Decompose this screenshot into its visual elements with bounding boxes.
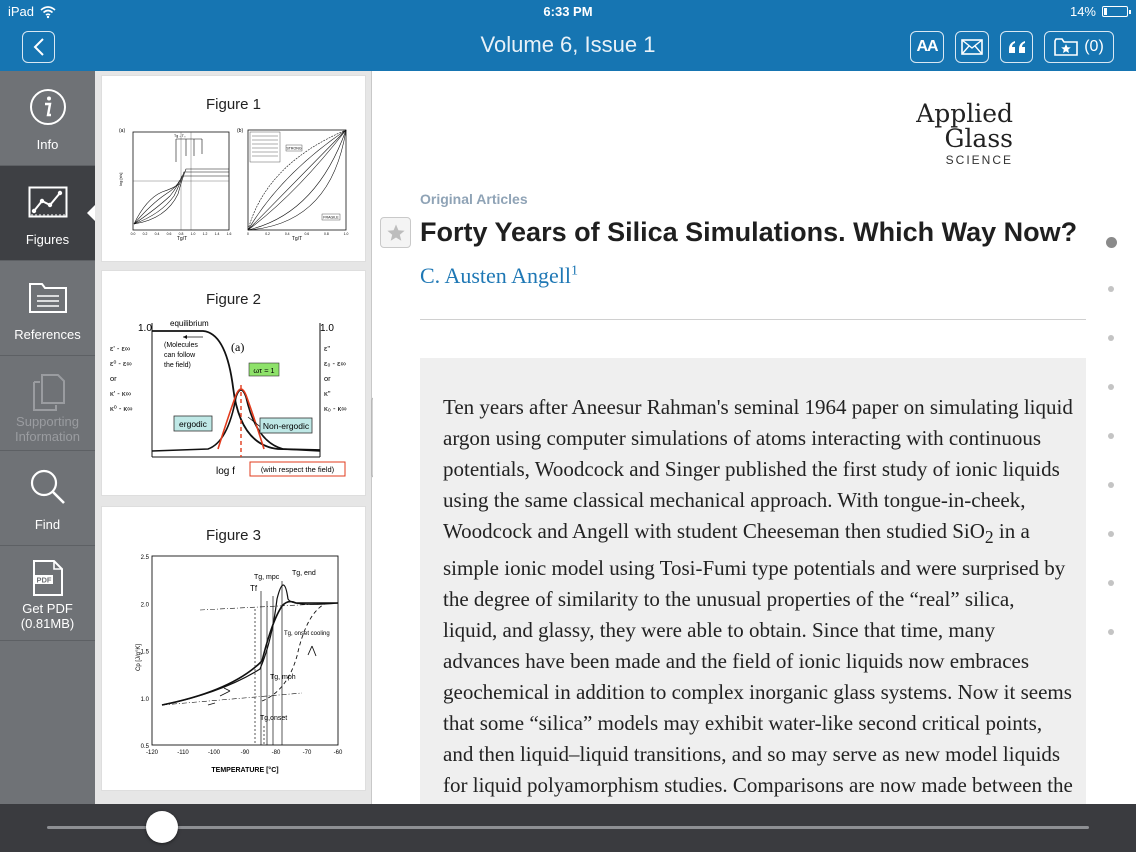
fig3-ytick-label: 1.0 — [140, 696, 149, 703]
abstract-text-part-2: in a simple ionic model using Tosi-Fumi type potentials and were surprised by the degree of similarity to the unusual properties of the “real” silica, liquid, and glassy, they were able to obtain. Since that time, many advances have been made and the field of ionic liquids now embraces geochemical in addition to complex inorganic glass systems. Now it seems that some “silica” models may exhibit water-like second critical points, and then liquid–liquid transitions, and so may serve as new model liquids for liquid polyamorphism studies. Comparisons are now made between the — [443, 519, 1073, 798]
fig3-glass-line — [162, 693, 302, 705]
fig2-non-ergodic: Non-ergodic — [262, 421, 310, 431]
favorites-button[interactable] — [1044, 31, 1114, 63]
fig2-arrowhead — [183, 335, 187, 339]
fig2-left-axis-label: ε⁰ - ε∞ — [110, 359, 132, 368]
fig1-inset-label: Tg→T₀ — [174, 134, 186, 138]
journal-logo-line1: Applied — [916, 99, 1013, 128]
fig2-right-axis-label: ε₀ - ε∞ — [324, 359, 346, 368]
fig3-xtick-label: -110 — [177, 750, 189, 756]
favorite-article-button[interactable] — [380, 217, 411, 248]
fig3-xtick-label: -100 — [207, 750, 221, 756]
text-size-label: AA — [916, 38, 938, 55]
fig3-tg-onset-cooling: Tg, onset cooling — [284, 631, 330, 637]
article-author-link[interactable] — [420, 263, 578, 289]
figure-2-thumbnail — [108, 317, 360, 489]
star-icon — [386, 223, 406, 243]
fig2-molecules: (Molecules — [164, 342, 198, 349]
fig3-liquid-line — [200, 603, 338, 610]
info-icon — [28, 87, 68, 127]
abstract-text-part-1: Ten years after Aneesur Rahman's seminal 1964 paper on simulating liquid argon using computer simulations of atoms interacting with continuous potentials, Woodcock and Singer published the first study of ionic liquids using the same classical mechanical approach. With tongue-in-cheek, Woodcock and Angell with student Cheeseman then studied SiO — [443, 395, 1073, 543]
fig2-right-axis-label: or — [324, 374, 331, 383]
battery-icon — [1102, 6, 1128, 17]
sidebar-item-label: References — [14, 327, 81, 342]
figure-title: Figure 2 — [205, 291, 262, 308]
fig2-right-axis-labels — [324, 344, 347, 413]
journal-logo-line2: Glass — [944, 124, 1013, 153]
fig1-tick-label: 0.6 — [304, 232, 310, 236]
battery-percent: 14% — [1069, 4, 1096, 19]
battery-level — [1104, 8, 1107, 15]
folder-star-icon — [1054, 38, 1078, 56]
sidebar-item-label: Get PDF (0.81MB) — [20, 601, 75, 631]
page-scrubber-bar — [0, 804, 1136, 852]
page-dot[interactable] — [1108, 286, 1114, 292]
sidebar-item-label: Supporting Information — [14, 414, 81, 444]
pdf-badge-label: PDF — [36, 575, 51, 585]
search-icon — [29, 468, 67, 506]
fig1-tick-label: 0.4 — [154, 232, 160, 236]
journal-logo-line3: SCIENCE — [945, 153, 1013, 167]
author-name: C. Austen Angell — [420, 263, 571, 288]
figure-1-thumbnail — [116, 124, 354, 244]
fig3-arrow-3 — [208, 703, 215, 705]
abstract-box — [420, 358, 1086, 804]
fig3-xtick-label: -60 — [333, 750, 343, 756]
fig3-arrow-1 — [220, 688, 230, 696]
figure-title: Figure 3 — [205, 527, 262, 544]
sidebar-item-info[interactable] — [0, 71, 95, 166]
article-title: Forty Years of Silica Simulations. Which Way Now? — [420, 217, 1078, 247]
page-dot[interactable] — [1108, 531, 1114, 537]
documents-icon — [30, 373, 66, 411]
fig1-tick-label: 1.0 — [343, 232, 349, 236]
sidebar-item-supporting-information[interactable] — [0, 356, 95, 451]
fig1-tick-label: 1.4 — [214, 232, 220, 236]
fig2-right-axis-label: κ₀ - κ∞ — [324, 404, 347, 413]
navigation-bar — [0, 22, 1136, 71]
scrubber-thumb[interactable] — [146, 811, 178, 843]
fig1-tick-label: 0.8 — [178, 232, 184, 236]
fig2-left-top: 1.0 — [138, 323, 152, 334]
sidebar-item-label: Figures — [25, 232, 70, 247]
status-bar — [0, 0, 1136, 22]
fig1-legend — [250, 132, 280, 162]
fig3-yticks — [141, 555, 150, 750]
figures-panel — [95, 71, 372, 804]
text-size-button[interactable] — [910, 31, 944, 63]
article-section: Original Articles — [420, 191, 528, 207]
fig3-ytick-label: 1.5 — [140, 649, 149, 656]
fig1-panel-a: (a) — [119, 128, 126, 134]
fig3-arrow-2 — [308, 646, 316, 656]
fig2-equilibrium: equilibrium — [170, 319, 209, 328]
fig1-curves-a — [134, 139, 229, 224]
fig2-right-top: 1.0 — [320, 323, 334, 334]
fig1-tick-label: 0.2 — [142, 232, 148, 236]
fig3-ytick-label: 0.5 — [140, 744, 149, 750]
figure-card-3[interactable] — [101, 506, 366, 791]
sidebar-item-label: Info — [36, 137, 59, 152]
sidebar-item-references[interactable] — [0, 261, 95, 356]
fig3-xtick-label: -120 — [145, 750, 159, 756]
fig2-omega-tau: ωτ ≈ 1 — [253, 366, 275, 375]
fig3-xtick-label: -70 — [302, 750, 312, 756]
page-dot[interactable] — [1108, 482, 1114, 488]
page-dot[interactable] — [1108, 580, 1114, 586]
journal-logo — [893, 101, 1013, 167]
figure-card-1[interactable] — [101, 75, 366, 262]
fig1-tick-label: 0.0 — [130, 232, 136, 236]
fig1-strong-label: STRONG — [286, 146, 302, 151]
fig3-cooling-curve — [262, 603, 327, 701]
issue-title: Volume 6, Issue 1 — [480, 32, 656, 57]
fig3-tg-mph: Tg, mph — [270, 674, 296, 681]
fig2-left-axis-label: κ⁰ - κ∞ — [110, 404, 133, 413]
favorites-count: (0) — [1084, 38, 1104, 55]
sidebar-item-figures[interactable] — [0, 166, 95, 261]
sidebar-item-label: Find — [34, 517, 61, 532]
fig2-panel-label: (a) — [231, 340, 245, 354]
pdf-icon — [32, 559, 64, 597]
fig1-ticks-a — [131, 232, 232, 236]
page-dot[interactable] — [1108, 335, 1114, 341]
fig2-right-axis-label: κ'' — [324, 389, 331, 398]
fig3-xticks — [146, 750, 343, 756]
fig1-tick-label: 0.8 — [324, 232, 329, 236]
page-dot[interactable] — [1108, 433, 1114, 439]
fig3-ytick-label: 2.0 — [140, 602, 149, 609]
fig2-respect: (with respect the field) — [260, 465, 335, 474]
fig1-panel-b: (b) — [237, 128, 244, 134]
fig2-xlabel: log f — [216, 466, 235, 477]
fig1-tick-label: 0 — [247, 232, 249, 236]
title-divider — [420, 319, 1086, 320]
fig3-ytick-label: 2.5 — [140, 555, 149, 561]
fig2-can-follow: can follow — [164, 352, 196, 359]
fig1-ylabel-a: log [τ/s] — [118, 172, 123, 186]
page-dot[interactable] — [1106, 237, 1117, 248]
chart-icon — [28, 186, 68, 218]
sidebar-item-find[interactable] — [0, 451, 95, 546]
fig3-xtick-label: -80 — [271, 750, 281, 756]
fig3-xtick-label: -90 — [240, 750, 250, 756]
figure-3-thumbnail — [112, 551, 358, 783]
clock: 6:33 PM — [543, 4, 593, 19]
fig3-tg-mpc: Tg, mpc — [254, 574, 280, 581]
fig2-the-field: the field) — [164, 362, 191, 369]
author-affiliation: 1 — [570, 263, 578, 279]
fig1-xlabel-a: Tg/T — [176, 236, 188, 242]
figure-card-2[interactable] — [101, 270, 366, 496]
fig3-tg-onset: Tg,onset — [260, 715, 288, 722]
fig1-tick-label: 0.4 — [284, 232, 290, 236]
page-dot[interactable] — [1108, 384, 1114, 390]
figure-title: Figure 1 — [205, 96, 262, 113]
fig3-tg-end: Tg, end — [292, 570, 316, 577]
fig2-left-axis-label: or — [110, 374, 117, 383]
article-view — [373, 71, 1136, 804]
fig3-xlabel: TEMPERATURE [°C] — [211, 767, 279, 774]
abstract-text — [443, 392, 1073, 832]
device-name: iPad — [8, 4, 35, 19]
fig1-tick-label: 1.2 — [202, 232, 208, 236]
mail-icon — [961, 39, 983, 55]
email-button[interactable] — [955, 31, 989, 63]
quote-icon — [1008, 40, 1026, 54]
folder-icon — [28, 280, 68, 314]
fig2-left-axis-label: κ' - κ∞ — [110, 389, 131, 398]
fig1-tick-label: 0.6 — [166, 232, 172, 236]
page-dot[interactable] — [1108, 629, 1114, 635]
fig2-left-axis-labels — [110, 344, 133, 413]
fig1-fragile-label: FRAGILE — [323, 215, 339, 220]
sidebar — [0, 71, 95, 804]
fig1-xlabel-b: Tg/T — [291, 236, 303, 242]
fig1-tick-label: 1.6 — [226, 232, 232, 236]
fig3-tf: Tf — [250, 584, 258, 593]
sidebar-item-get-pdf[interactable] — [0, 546, 95, 641]
abstract-subscript: 2 — [984, 527, 994, 548]
fig2-ergodic: ergodic — [179, 419, 207, 429]
fig3-ylabel: Cp [J/g°K] — [136, 643, 142, 671]
fig2-left-axis-label: ε' - ε∞ — [110, 344, 131, 353]
fig2-right-axis-label: ε'' — [324, 344, 331, 353]
scrubber-track[interactable] — [47, 826, 1089, 829]
cite-button[interactable] — [1000, 31, 1033, 63]
fig1-tick-label: 1.0 — [190, 232, 196, 236]
fig1-tick-label: 0.2 — [265, 232, 270, 236]
